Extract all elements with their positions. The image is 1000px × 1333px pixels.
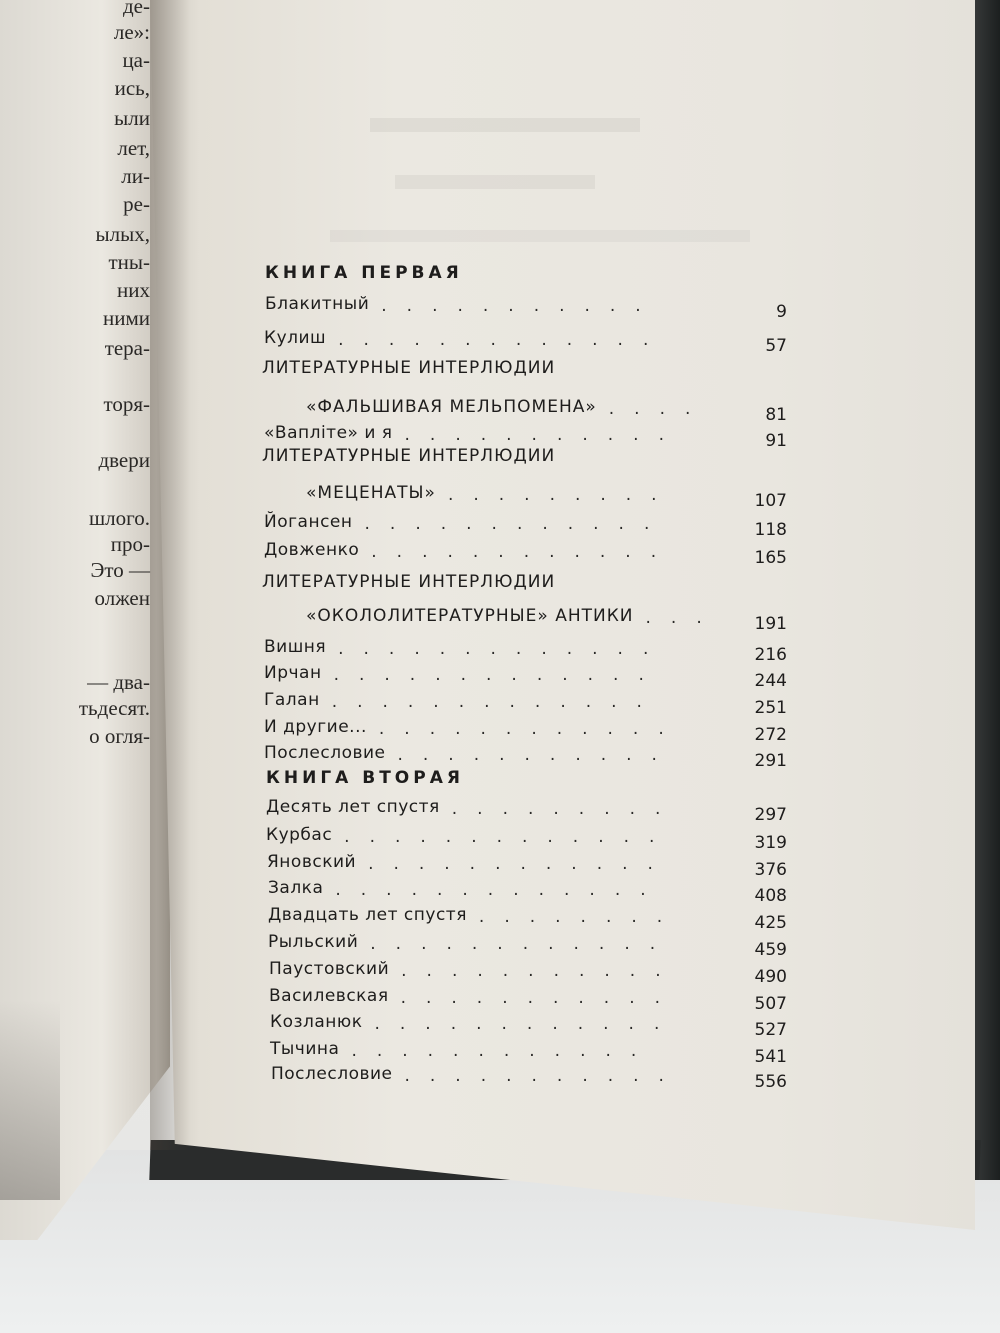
interlude-heading: ЛИТЕРАТУРНЫЕ ИНТЕРЛЮДИИ bbox=[262, 358, 556, 378]
left-page-line: ними bbox=[102, 306, 150, 330]
dot-leader: ........... bbox=[404, 425, 684, 445]
toc-page-number: 507 bbox=[754, 994, 787, 1014]
toc-page-number: 272 bbox=[754, 725, 787, 745]
dot-leader: ............. bbox=[338, 639, 669, 659]
toc-entry-title: Блакитный bbox=[265, 294, 370, 314]
toc-entry-title: И другие... bbox=[264, 717, 367, 737]
interlude-title: «МЕЦЕНАТЫ» bbox=[306, 483, 436, 503]
toc-page-number: 541 bbox=[754, 1047, 787, 1067]
left-page-line: о огля- bbox=[89, 724, 150, 748]
left-page-line: — два- bbox=[87, 670, 150, 694]
dot-leader: ............ bbox=[368, 854, 673, 874]
toc-entry-title: Довженко bbox=[264, 540, 360, 560]
toc-page-number: 527 bbox=[754, 1020, 787, 1040]
toc-entry-title: «Вапліте» и я bbox=[264, 423, 393, 443]
dot-leader: ........... bbox=[381, 296, 661, 316]
toc-entry-title: Залка bbox=[268, 878, 324, 898]
left-page-line: тьдесят. bbox=[78, 696, 150, 720]
left-page-line: ись, bbox=[114, 76, 150, 100]
dot-leader: ........... bbox=[400, 988, 681, 1008]
interlude-title: «ФАЛЬШИВАЯ МЕЛЬПОМЕНА» bbox=[306, 397, 597, 417]
dot-leader: ........ bbox=[478, 907, 683, 927]
left-page-line: ыли bbox=[114, 106, 150, 130]
book2-heading: КНИГА ВТОРАЯ bbox=[266, 768, 464, 788]
dot-leader: ............. bbox=[344, 827, 675, 847]
dot-leader: ......... bbox=[451, 799, 681, 819]
dot-leader: ............ bbox=[364, 514, 670, 534]
toc-entry-title: Яновский bbox=[267, 852, 357, 872]
dot-leader: ... bbox=[645, 608, 722, 628]
dot-leader: ............ bbox=[351, 1041, 657, 1061]
toc-page-number: 425 bbox=[754, 913, 787, 933]
toc-page-number: 459 bbox=[754, 940, 787, 960]
toc-page-number: 408 bbox=[754, 886, 787, 906]
left-page-line: тера- bbox=[104, 336, 150, 360]
dot-leader: ........... bbox=[404, 1066, 684, 1086]
toc-page-number: 251 bbox=[754, 698, 787, 718]
toc-entry-title: Козланюк bbox=[270, 1012, 363, 1032]
left-page-line: про- bbox=[110, 532, 150, 556]
dot-leader: ............ bbox=[370, 934, 676, 954]
toc-page-number: 297 bbox=[754, 805, 787, 825]
left-page-line: торя- bbox=[103, 392, 150, 416]
dot-leader: ........... bbox=[401, 961, 681, 981]
interlude-heading: ЛИТЕРАТУРНЫЕ ИНТЕРЛЮДИИ bbox=[262, 572, 556, 592]
left-page-line: ылых, bbox=[95, 222, 150, 246]
toc-entry-title: Кулиш bbox=[264, 328, 327, 348]
book1-heading: КНИГА ПЕРВАЯ bbox=[265, 263, 463, 283]
left-page-line: двери bbox=[98, 448, 150, 472]
left-page-line: них bbox=[117, 278, 150, 302]
left-page-line: лет, bbox=[117, 136, 150, 160]
dot-leader: ............. bbox=[338, 330, 669, 350]
toc-page-number: 291 bbox=[754, 751, 787, 771]
left-page-line: тны- bbox=[108, 250, 150, 274]
toc-entry-title: Тычина bbox=[270, 1039, 340, 1059]
interlude-title: «ОКОЛОЛИТЕРАТУРНЫЕ» АНТИКИ bbox=[306, 606, 634, 626]
dot-leader: ........... bbox=[397, 745, 677, 765]
left-page-line: ре- bbox=[123, 192, 150, 216]
interlude-heading: ЛИТЕРАТУРНЫЕ ИНТЕРЛЮДИИ bbox=[262, 446, 556, 466]
dot-leader: ............. bbox=[331, 692, 662, 712]
toc-page-number: 556 bbox=[754, 1072, 787, 1092]
toc-page-number: 490 bbox=[754, 967, 787, 987]
toc-page-number: 9 bbox=[776, 302, 787, 322]
toc-page-number: 216 bbox=[754, 645, 787, 665]
left-page-line: олжен bbox=[94, 586, 150, 610]
dot-leader: ............ bbox=[378, 719, 684, 739]
toc-page-number: 91 bbox=[765, 431, 787, 451]
toc-entry-title: Курбас bbox=[266, 825, 333, 845]
dot-leader: ............ bbox=[374, 1014, 680, 1034]
dot-leader: ............. bbox=[335, 880, 666, 900]
toc-entry-title: Двадцать лет спустя bbox=[268, 905, 467, 925]
left-page-line: ле»: bbox=[113, 20, 150, 44]
toc-page-number: 244 bbox=[754, 671, 787, 691]
toc-page-number: 376 bbox=[754, 860, 787, 880]
toc-page-number: 319 bbox=[754, 833, 787, 853]
left-page-line: шлого. bbox=[89, 506, 150, 530]
dot-leader: .... bbox=[608, 399, 711, 419]
toc-entry-title: Василевская bbox=[269, 986, 389, 1006]
toc-page-number: 107 bbox=[754, 491, 787, 511]
toc-page-number: 81 bbox=[765, 405, 787, 425]
toc-entry-title: Послесловие bbox=[271, 1064, 393, 1084]
toc-entry-title: Ирчан bbox=[264, 663, 322, 683]
toc-page-number: 57 bbox=[765, 336, 787, 356]
toc-entry-title: Паустовский bbox=[269, 959, 390, 979]
dot-leader: ............. bbox=[333, 665, 664, 685]
left-page-line: ца- bbox=[122, 48, 150, 72]
toc-entry-title: Послесловие bbox=[264, 743, 386, 763]
dot-leader: ......... bbox=[447, 485, 677, 505]
toc-entry-title: Галан bbox=[264, 690, 320, 710]
toc-entry-title: Вишня bbox=[264, 637, 327, 657]
left-page-line: ли- bbox=[121, 164, 150, 188]
toc-entry-title: Десять лет спустя bbox=[266, 797, 440, 817]
left-page-line: Это — bbox=[90, 558, 150, 582]
toc-entry-title: Рыльский bbox=[268, 932, 359, 952]
toc-page-number: 165 bbox=[754, 548, 787, 568]
left-page-line: де- bbox=[123, 0, 150, 18]
toc-entry-title: Йогансен bbox=[264, 512, 353, 532]
dot-leader: ............ bbox=[371, 542, 677, 562]
toc-page-number: 118 bbox=[754, 520, 787, 540]
toc-page-number: 191 bbox=[754, 614, 787, 634]
